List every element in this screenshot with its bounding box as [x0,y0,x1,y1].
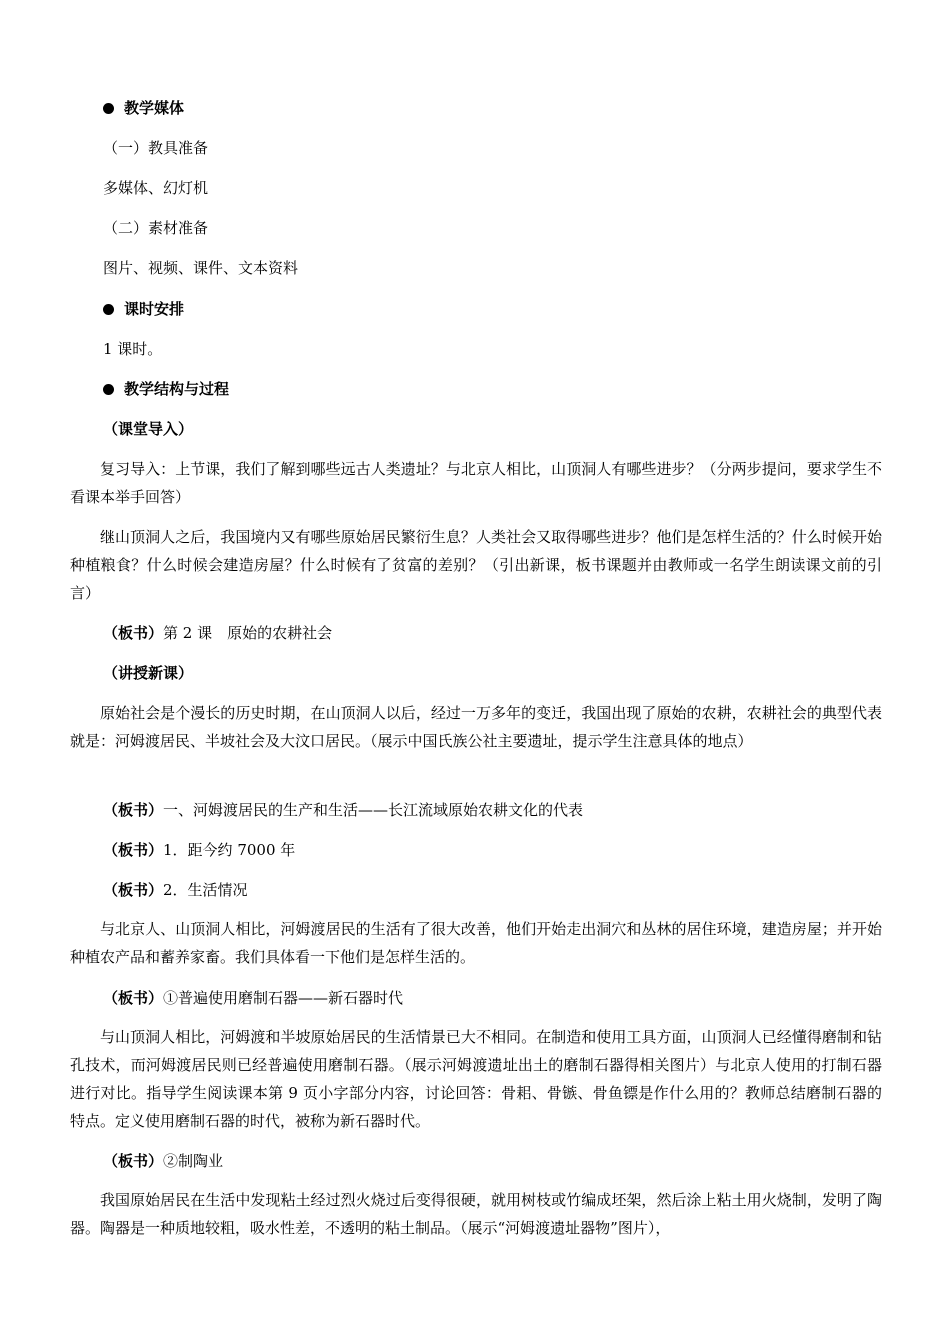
lecture-paragraph-4: 我国原始居民在生活中发现粘土经过烈火烧过后变得很硬，就用树枝或竹编成坯架，然后涂上粘土用火烧制，发明了陶器。陶器是一种质地较粗，吸水性差，不透明的粘土制品。（展示“河姆渡遗址器物”图片）， [70,1191,882,1237]
lecture-paragraph-3: 与山顶洞人相比，河姆渡和半坡原始居民的生活情景已大不相同。在制造和使用工具方面，山顶洞人已经懂得磨制和钻孔技术，而河姆渡居民则已经普遍使用磨制石器。（展示河姆渡遗址出土的磨制石器得相关图片）与北京人使用的打制石器进行对比。指导学生阅读课本第 9 页小字部分内容，讨论回答：骨耜、骨镞、骨鱼镖是作什么用的？教师总结磨制石器的特点。定义使用磨制石器的时代，被称为新石器时代。 [70,1028,882,1130]
board-item-4: ①普遍使用磨制石器——新石器时代 [163,989,404,1007]
intro-paragraph-2: 继山顶洞人之后，我国境内又有哪些原始居民繁衍生息？人类社会又取得哪些进步？他们是怎样生活的？什么时候开始种植粮食？什么时候会建造房屋？什么时候有了贫富的差别？（引出新课，板书课题并由教师或一名学生朗读课文前的引言） [70,528,882,602]
board-label: （板书） [103,881,164,899]
intro-paragraph-1: 复习导入：上节课，我们了解到哪些远古人类遗址？与北京人相比，山顶洞人有哪些进步？（分两步提问，要求学生不看课本举手回答） [70,460,882,506]
lecture-paragraph-1: 原始社会是个漫长的历史时期，在山顶洞人以后，经过一万多年的变迁，我国出现了原始的农耕，农耕社会的典型代表就是：河姆渡居民、半坡社会及大汶口居民。（展示中国氏族公社主要遗址，提示学生注意具体的地点） [70,704,882,750]
schedule-value: 1 课时。 [103,340,163,358]
board-item-3-line [103,880,248,900]
board-item-3: 2．生活情况 [163,881,248,899]
structure-heading: 教学结构与过程 [103,379,229,399]
bullet-icon [103,304,114,315]
board-title-line [103,623,332,643]
board-item-2-line [103,840,295,860]
board-item-1-line [103,800,583,820]
materials-heading: （二）素材准备 [103,219,209,237]
tools-list: 多媒体、幻灯机 [103,179,209,197]
board-label: （板书） [103,624,164,642]
lecture-paragraph-2: 与北京人、山顶洞人相比，河姆渡居民的生活有了很大改善，他们开始走出洞穴和丛林的居住环境，建造房屋；并开始种植农产品和蓄养家畜。我们具体看一下他们是怎样生活的。 [70,920,882,966]
board-label: （板书） [103,801,164,819]
board-item-1: 一、河姆渡居民的生产和生活——长江流域原始农耕文化的代表 [163,801,584,819]
board-label: （板书） [103,1152,164,1170]
intro-label: （课堂导入） [103,420,194,438]
board-item-2: 1．距今约 7000 年 [163,841,296,859]
materials-list: 图片、视频、课件、文本资料 [103,259,299,277]
bullet-icon [103,384,114,395]
board-title: 第 2 课 原始的农耕社会 [163,624,333,642]
tools-heading: （一）教具准备 [103,139,209,157]
board-item-4-line [103,988,403,1008]
lecture-label: （讲授新课） [103,664,194,682]
media-heading: 教学媒体 [103,98,184,118]
schedule-heading: 课时安排 [103,299,184,319]
bullet-icon [103,103,114,114]
board-label: （板书） [103,841,164,859]
board-item-5: ②制陶业 [163,1152,224,1170]
board-label: （板书） [103,989,164,1007]
board-item-5-line [103,1151,223,1171]
